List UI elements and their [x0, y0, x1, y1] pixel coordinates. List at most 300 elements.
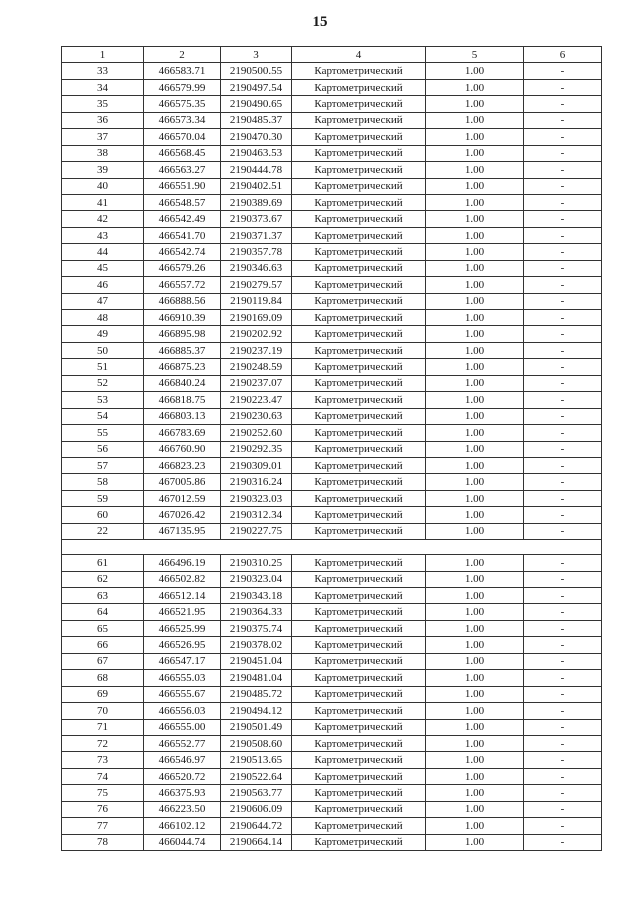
point-number-cell: 40	[62, 178, 144, 194]
x-coordinate-cell: 466044.74	[144, 834, 221, 850]
y-coordinate-cell: 2190316.24	[221, 474, 292, 490]
accuracy-cell: 1.00	[426, 96, 524, 112]
y-coordinate-cell: 2190664.14	[221, 834, 292, 850]
accuracy-cell: 1.00	[426, 457, 524, 473]
method-cell: Картометрический	[292, 588, 426, 604]
accuracy-cell: 1.00	[426, 326, 524, 342]
description-cell: -	[524, 63, 602, 79]
x-coordinate-cell: 466557.72	[144, 277, 221, 293]
x-coordinate-cell: 466888.56	[144, 293, 221, 309]
table-row	[62, 719, 602, 735]
table-row	[62, 507, 602, 523]
method-cell: Картометрический	[292, 408, 426, 424]
point-number-cell: 55	[62, 425, 144, 441]
x-coordinate-cell: 466375.93	[144, 785, 221, 801]
description-cell: -	[524, 342, 602, 358]
table-row	[62, 408, 602, 424]
x-coordinate-cell: 466548.57	[144, 194, 221, 210]
accuracy-cell: 1.00	[426, 604, 524, 620]
accuracy-cell: 1.00	[426, 620, 524, 636]
accuracy-cell: 1.00	[426, 571, 524, 587]
accuracy-cell: 1.00	[426, 834, 524, 850]
accuracy-cell: 1.00	[426, 244, 524, 260]
method-cell: Картометрический	[292, 507, 426, 523]
x-coordinate-cell: 466551.90	[144, 178, 221, 194]
point-number-cell: 44	[62, 244, 144, 260]
point-number-cell: 65	[62, 620, 144, 636]
method-cell: Картометрический	[292, 244, 426, 260]
accuracy-cell: 1.00	[426, 178, 524, 194]
accuracy-cell: 1.00	[426, 670, 524, 686]
x-coordinate-cell: 466555.67	[144, 686, 221, 702]
x-coordinate-cell: 467005.86	[144, 474, 221, 490]
y-coordinate-cell: 2190485.72	[221, 686, 292, 702]
point-number-cell: 69	[62, 686, 144, 702]
table-row	[62, 162, 602, 178]
method-cell: Картометрический	[292, 490, 426, 506]
x-coordinate-cell: 466521.95	[144, 604, 221, 620]
x-coordinate-cell: 466823.23	[144, 457, 221, 473]
table-row	[62, 96, 602, 112]
description-cell: -	[524, 768, 602, 784]
description-cell: -	[524, 818, 602, 834]
accuracy-cell: 1.00	[426, 375, 524, 391]
method-cell: Картометрический	[292, 194, 426, 210]
x-coordinate-cell: 466502.82	[144, 571, 221, 587]
point-number-cell: 22	[62, 523, 144, 539]
y-coordinate-cell: 2190323.03	[221, 490, 292, 506]
x-coordinate-cell: 466568.45	[144, 145, 221, 161]
table-row	[62, 785, 602, 801]
point-number-cell: 70	[62, 703, 144, 719]
accuracy-cell: 1.00	[426, 194, 524, 210]
y-coordinate-cell: 2190373.67	[221, 211, 292, 227]
point-number-cell: 46	[62, 277, 144, 293]
method-cell: Картометрический	[292, 604, 426, 620]
point-number-cell: 57	[62, 457, 144, 473]
accuracy-cell: 1.00	[426, 129, 524, 145]
description-cell: -	[524, 653, 602, 669]
method-cell: Картометрический	[292, 441, 426, 457]
x-coordinate-cell: 466575.35	[144, 96, 221, 112]
x-coordinate-cell: 466546.97	[144, 752, 221, 768]
point-number-cell: 35	[62, 96, 144, 112]
method-cell: Картометрический	[292, 79, 426, 95]
point-number-cell: 58	[62, 474, 144, 490]
table-row	[62, 375, 602, 391]
point-number-cell: 38	[62, 145, 144, 161]
description-cell: -	[524, 96, 602, 112]
x-coordinate-cell: 466496.19	[144, 555, 221, 571]
accuracy-cell: 1.00	[426, 686, 524, 702]
method-cell: Картометрический	[292, 63, 426, 79]
description-cell: -	[524, 507, 602, 523]
table-row	[62, 768, 602, 784]
y-coordinate-cell: 2190375.74	[221, 620, 292, 636]
method-cell: Картометрический	[292, 620, 426, 636]
y-coordinate-cell: 2190451.04	[221, 653, 292, 669]
point-number-cell: 59	[62, 490, 144, 506]
y-coordinate-cell: 2190237.19	[221, 342, 292, 358]
method-cell: Картометрический	[292, 260, 426, 276]
method-cell: Картометрический	[292, 392, 426, 408]
point-number-cell: 76	[62, 801, 144, 817]
x-coordinate-cell: 466570.04	[144, 129, 221, 145]
description-cell: -	[524, 735, 602, 751]
description-cell: -	[524, 752, 602, 768]
y-coordinate-cell: 2190169.09	[221, 310, 292, 326]
point-number-cell: 34	[62, 79, 144, 95]
point-number-cell: 68	[62, 670, 144, 686]
y-coordinate-cell: 2190500.55	[221, 63, 292, 79]
point-number-cell: 61	[62, 555, 144, 571]
x-coordinate-cell: 467012.59	[144, 490, 221, 506]
table-row	[62, 112, 602, 128]
x-coordinate-cell: 466552.77	[144, 735, 221, 751]
method-cell: Картометрический	[292, 719, 426, 735]
y-coordinate-cell: 2190485.37	[221, 112, 292, 128]
description-cell: -	[524, 670, 602, 686]
point-number-cell: 33	[62, 63, 144, 79]
y-coordinate-cell: 2190230.63	[221, 408, 292, 424]
table-row	[62, 490, 602, 506]
table-row	[62, 293, 602, 309]
method-cell: Картометрический	[292, 670, 426, 686]
x-coordinate-cell: 466542.49	[144, 211, 221, 227]
x-coordinate-cell: 466555.00	[144, 719, 221, 735]
method-cell: Картометрический	[292, 326, 426, 342]
point-number-cell: 41	[62, 194, 144, 210]
description-cell: -	[524, 129, 602, 145]
y-coordinate-cell: 2190202.92	[221, 326, 292, 342]
accuracy-cell: 1.00	[426, 342, 524, 358]
description-cell: -	[524, 425, 602, 441]
point-number-cell: 63	[62, 588, 144, 604]
accuracy-cell: 1.00	[426, 474, 524, 490]
description-cell: -	[524, 523, 602, 539]
column-header: 2	[144, 47, 221, 63]
y-coordinate-cell: 2190309.01	[221, 457, 292, 473]
point-number-cell: 60	[62, 507, 144, 523]
point-number-cell: 56	[62, 441, 144, 457]
point-number-cell: 53	[62, 392, 144, 408]
y-coordinate-cell: 2190644.72	[221, 818, 292, 834]
point-number-cell: 54	[62, 408, 144, 424]
description-cell: -	[524, 293, 602, 309]
accuracy-cell: 1.00	[426, 211, 524, 227]
accuracy-cell: 1.00	[426, 703, 524, 719]
point-number-cell: 71	[62, 719, 144, 735]
y-coordinate-cell: 2190292.35	[221, 441, 292, 457]
y-coordinate-cell: 2190248.59	[221, 359, 292, 375]
x-coordinate-cell: 466803.13	[144, 408, 221, 424]
table-row	[62, 425, 602, 441]
point-number-cell: 52	[62, 375, 144, 391]
separator-cell	[62, 540, 602, 555]
accuracy-cell: 1.00	[426, 785, 524, 801]
method-cell: Картометрический	[292, 162, 426, 178]
description-cell: -	[524, 719, 602, 735]
table-row	[62, 653, 602, 669]
description-cell: -	[524, 620, 602, 636]
x-coordinate-cell: 466563.27	[144, 162, 221, 178]
page-number: 15	[312, 14, 328, 30]
accuracy-cell: 1.00	[426, 768, 524, 784]
y-coordinate-cell: 2190364.33	[221, 604, 292, 620]
description-cell: -	[524, 490, 602, 506]
column-header: 4	[292, 47, 426, 63]
method-cell: Картометрический	[292, 96, 426, 112]
table-row	[62, 178, 602, 194]
point-number-cell: 75	[62, 785, 144, 801]
y-coordinate-cell: 2190357.78	[221, 244, 292, 260]
x-coordinate-cell: 466895.98	[144, 326, 221, 342]
table-row	[62, 194, 602, 210]
accuracy-cell: 1.00	[426, 277, 524, 293]
table-row	[62, 801, 602, 817]
description-cell: -	[524, 326, 602, 342]
accuracy-cell: 1.00	[426, 63, 524, 79]
accuracy-cell: 1.00	[426, 112, 524, 128]
accuracy-cell: 1.00	[426, 523, 524, 539]
method-cell: Картометрический	[292, 293, 426, 309]
method-cell: Картометрический	[292, 178, 426, 194]
table-row	[62, 834, 602, 850]
method-cell: Картометрический	[292, 555, 426, 571]
point-number-cell: 78	[62, 834, 144, 850]
description-cell: -	[524, 260, 602, 276]
table-row	[62, 588, 602, 604]
table-row	[62, 752, 602, 768]
point-number-cell: 43	[62, 227, 144, 243]
column-header: 5	[426, 47, 524, 63]
accuracy-cell: 1.00	[426, 719, 524, 735]
description-cell: -	[524, 211, 602, 227]
point-number-cell: 45	[62, 260, 144, 276]
table-row	[62, 818, 602, 834]
table-row	[62, 441, 602, 457]
x-coordinate-cell: 466840.24	[144, 375, 221, 391]
x-coordinate-cell: 466520.72	[144, 768, 221, 784]
x-coordinate-cell: 466556.03	[144, 703, 221, 719]
x-coordinate-cell: 466783.69	[144, 425, 221, 441]
point-number-cell: 66	[62, 637, 144, 653]
point-number-cell: 39	[62, 162, 144, 178]
table-row	[62, 735, 602, 751]
description-cell: -	[524, 801, 602, 817]
y-coordinate-cell: 2190513.65	[221, 752, 292, 768]
point-number-cell: 67	[62, 653, 144, 669]
description-cell: -	[524, 555, 602, 571]
description-cell: -	[524, 686, 602, 702]
method-cell: Картометрический	[292, 145, 426, 161]
y-coordinate-cell: 2190279.57	[221, 277, 292, 293]
method-cell: Картометрический	[292, 637, 426, 653]
accuracy-cell: 1.00	[426, 818, 524, 834]
method-cell: Картометрический	[292, 752, 426, 768]
x-coordinate-cell: 466102.12	[144, 818, 221, 834]
accuracy-cell: 1.00	[426, 588, 524, 604]
method-cell: Картометрический	[292, 310, 426, 326]
y-coordinate-cell: 2190508.60	[221, 735, 292, 751]
accuracy-cell: 1.00	[426, 293, 524, 309]
y-coordinate-cell: 2190444.78	[221, 162, 292, 178]
y-coordinate-cell: 2190227.75	[221, 523, 292, 539]
accuracy-cell: 1.00	[426, 555, 524, 571]
x-coordinate-cell: 466579.26	[144, 260, 221, 276]
y-coordinate-cell: 2190470.30	[221, 129, 292, 145]
description-cell: -	[524, 834, 602, 850]
x-coordinate-cell: 466512.14	[144, 588, 221, 604]
accuracy-cell: 1.00	[426, 260, 524, 276]
y-coordinate-cell: 2190389.69	[221, 194, 292, 210]
method-cell: Картометрический	[292, 785, 426, 801]
method-cell: Картометрический	[292, 342, 426, 358]
point-number-cell: 37	[62, 129, 144, 145]
point-number-cell: 48	[62, 310, 144, 326]
accuracy-cell: 1.00	[426, 752, 524, 768]
table-row	[62, 523, 602, 539]
description-cell: -	[524, 441, 602, 457]
y-coordinate-cell: 2190378.02	[221, 637, 292, 653]
description-cell: -	[524, 637, 602, 653]
description-cell: -	[524, 79, 602, 95]
description-cell: -	[524, 571, 602, 587]
y-coordinate-cell: 2190237.07	[221, 375, 292, 391]
method-cell: Картометрический	[292, 457, 426, 473]
method-cell: Картометрический	[292, 425, 426, 441]
y-coordinate-cell: 2190563.77	[221, 785, 292, 801]
y-coordinate-cell: 2190346.63	[221, 260, 292, 276]
accuracy-cell: 1.00	[426, 79, 524, 95]
method-cell: Картометрический	[292, 112, 426, 128]
description-cell: -	[524, 392, 602, 408]
description-cell: -	[524, 359, 602, 375]
y-coordinate-cell: 2190522.64	[221, 768, 292, 784]
x-coordinate-cell: 466542.74	[144, 244, 221, 260]
method-cell: Картометрический	[292, 375, 426, 391]
point-number-cell: 73	[62, 752, 144, 768]
x-coordinate-cell: 466875.23	[144, 359, 221, 375]
table-row	[62, 211, 602, 227]
description-cell: -	[524, 277, 602, 293]
method-cell: Картометрический	[292, 703, 426, 719]
point-number-cell: 77	[62, 818, 144, 834]
column-header: 1	[62, 47, 144, 63]
table-row	[62, 227, 602, 243]
method-cell: Картометрический	[292, 277, 426, 293]
coordinates-table	[61, 46, 602, 851]
description-cell: -	[524, 408, 602, 424]
table-row	[62, 129, 602, 145]
y-coordinate-cell: 2190252.60	[221, 425, 292, 441]
method-cell: Картометрический	[292, 523, 426, 539]
y-coordinate-cell: 2190481.04	[221, 670, 292, 686]
method-cell: Картометрический	[292, 129, 426, 145]
accuracy-cell: 1.00	[426, 735, 524, 751]
table-row	[62, 244, 602, 260]
point-number-cell: 50	[62, 342, 144, 358]
table-row	[62, 310, 602, 326]
x-coordinate-cell: 466555.03	[144, 670, 221, 686]
method-cell: Картометрический	[292, 211, 426, 227]
table-row	[62, 637, 602, 653]
description-cell: -	[524, 194, 602, 210]
table-row	[62, 571, 602, 587]
accuracy-cell: 1.00	[426, 408, 524, 424]
description-cell: -	[524, 588, 602, 604]
x-coordinate-cell: 466760.90	[144, 441, 221, 457]
point-number-cell: 72	[62, 735, 144, 751]
description-cell: -	[524, 604, 602, 620]
point-number-cell: 74	[62, 768, 144, 784]
table-header-row	[62, 47, 602, 63]
description-cell: -	[524, 244, 602, 260]
x-coordinate-cell: 467026.42	[144, 507, 221, 523]
x-coordinate-cell: 466818.75	[144, 392, 221, 408]
y-coordinate-cell: 2190371.37	[221, 227, 292, 243]
method-cell: Картометрический	[292, 818, 426, 834]
method-cell: Картометрический	[292, 474, 426, 490]
y-coordinate-cell: 2190312.34	[221, 507, 292, 523]
description-cell: -	[524, 162, 602, 178]
table-row	[62, 555, 602, 571]
y-coordinate-cell: 2190323.04	[221, 571, 292, 587]
method-cell: Картометрический	[292, 834, 426, 850]
method-cell: Картометрический	[292, 686, 426, 702]
column-header: 3	[221, 47, 292, 63]
accuracy-cell: 1.00	[426, 392, 524, 408]
y-coordinate-cell: 2190490.65	[221, 96, 292, 112]
x-coordinate-cell: 466223.50	[144, 801, 221, 817]
accuracy-cell: 1.00	[426, 425, 524, 441]
y-coordinate-cell: 2190494.12	[221, 703, 292, 719]
description-cell: -	[524, 178, 602, 194]
table-row	[62, 79, 602, 95]
accuracy-cell: 1.00	[426, 359, 524, 375]
table-row	[62, 63, 602, 79]
accuracy-cell: 1.00	[426, 441, 524, 457]
method-cell: Картометрический	[292, 801, 426, 817]
method-cell: Картометрический	[292, 571, 426, 587]
x-coordinate-cell: 466583.71	[144, 63, 221, 79]
point-number-cell: 36	[62, 112, 144, 128]
x-coordinate-cell: 466541.70	[144, 227, 221, 243]
table-row	[62, 260, 602, 276]
column-header: 6	[524, 47, 602, 63]
x-coordinate-cell: 467135.95	[144, 523, 221, 539]
accuracy-cell: 1.00	[426, 162, 524, 178]
table-row	[62, 703, 602, 719]
table-row	[62, 457, 602, 473]
x-coordinate-cell: 466885.37	[144, 342, 221, 358]
description-cell: -	[524, 474, 602, 490]
accuracy-cell: 1.00	[426, 801, 524, 817]
table-row	[62, 145, 602, 161]
table-row	[62, 342, 602, 358]
y-coordinate-cell: 2190463.53	[221, 145, 292, 161]
description-cell: -	[524, 227, 602, 243]
accuracy-cell: 1.00	[426, 310, 524, 326]
method-cell: Картометрический	[292, 359, 426, 375]
description-cell: -	[524, 145, 602, 161]
x-coordinate-cell: 466526.95	[144, 637, 221, 653]
table-row	[62, 474, 602, 490]
y-coordinate-cell: 2190501.49	[221, 719, 292, 735]
table-row	[62, 620, 602, 636]
point-number-cell: 49	[62, 326, 144, 342]
method-cell: Картометрический	[292, 227, 426, 243]
